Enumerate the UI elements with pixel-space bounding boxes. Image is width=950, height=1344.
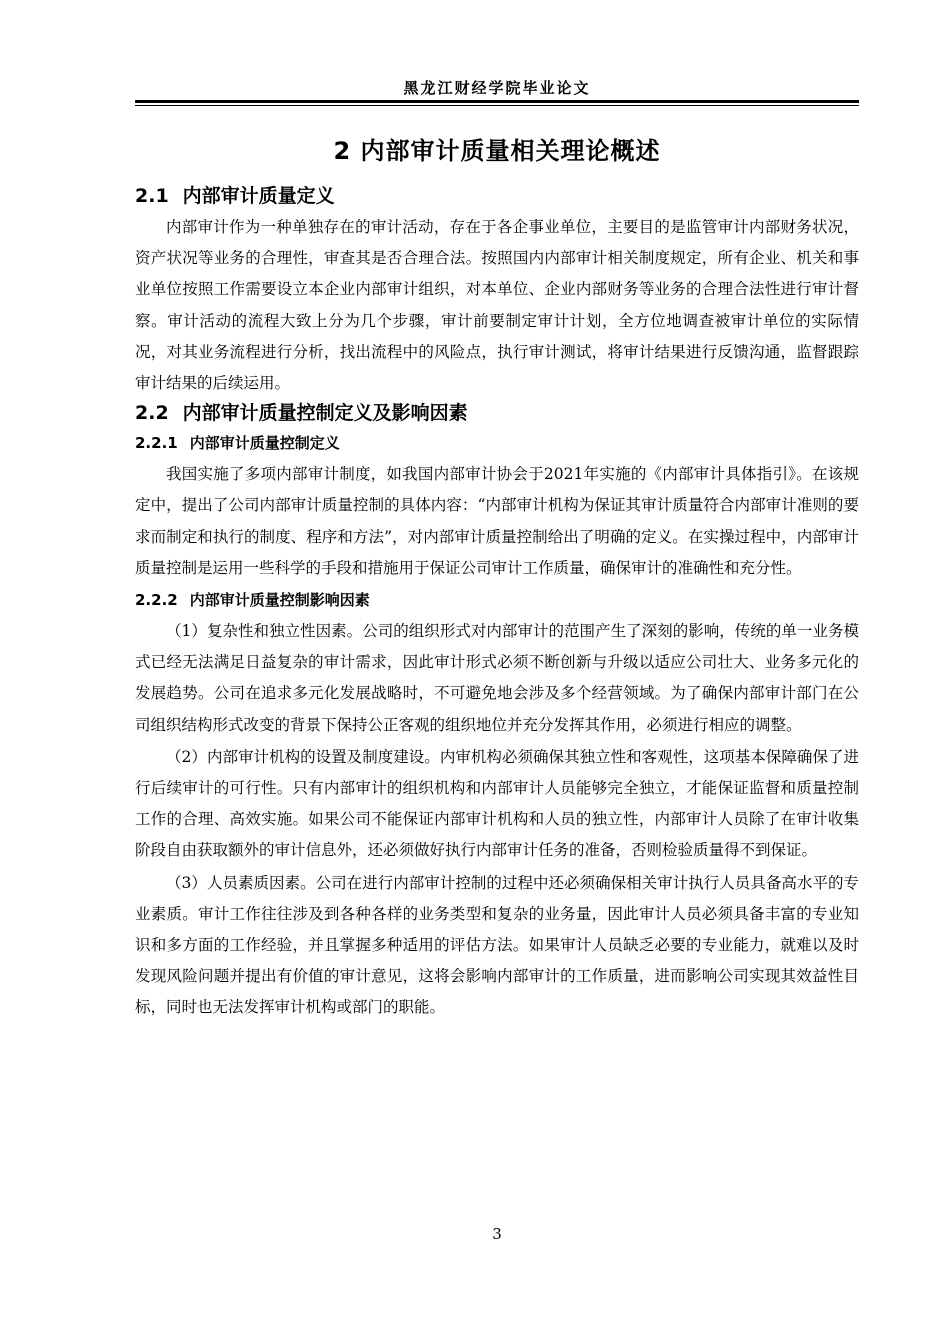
- paragraph: （1）复杂性和独立性因素。公司的组织形式对内部审计的范围产生了深刻的影响，传统的单一业务模式已经无法满足日益复杂的审计需求，因此审计形式必须不断创新与升级以适应公司壮大、业务多元化的发展趋势。公司在追求多元化发展战略时，不可避免地会涉及多个经营领域。为了确保内部审计部门在公司组织结构形式改变的背景下保持公正客观的组织地位并充分发挥其作用，必须进行相应的调整。: [135, 622, 859, 734]
- paragraph: 我国实施了多项内部审计制度，如我国内部审计协会于2021年实施的《内部审计具体指引》。在该规定中，提出了公司内部审计质量控制的具体内容：“内部审计机构为保证其审计质量符合内部审计准则的要求而制定和执行的制度、程序和方法”，对内部审计质量控制给出了明确的定义。在实操过程中，内部审计质量控制是运用一些科学的手段和措施用于保证公司审计工作质量，确保审计的准确性和充分性。: [135, 465, 859, 577]
- subsection-number: 2.2.2: [135, 591, 178, 610]
- chapter-number: 2: [333, 137, 352, 165]
- chapter-title-text: 内部审计质量相关理论概述: [360, 137, 661, 165]
- header-rule-thin: [135, 105, 859, 106]
- section-number: 2.1: [135, 185, 169, 207]
- subsection-2-2-2-heading: [135, 588, 859, 612]
- section-title: 内部审计质量定义: [182, 185, 335, 207]
- subsection-2-2-1-heading: [135, 431, 859, 455]
- section-title: 内部审计质量控制定义及影响因素: [182, 402, 468, 425]
- subsection-title: 内部审计质量控制影响因素: [189, 591, 370, 610]
- running-header: 黑龙江财经学院毕业论文: [403, 79, 591, 97]
- main-content: [135, 134, 859, 1024]
- paragraph: （2）内部审计机构的设置及制度建设。内审机构必须确保其独立性和客观性，这项基本保障确保了进行后续审计的可行性。只有内部审计的组织机构和内部审计人员能够完全独立，才能保证监督和质量控制工作的合理、高效实施。如果公司不能保证内部审计机构和人员的独立性，内部审计人员除了在审计收集阶段自由获取额外的审计信息外，还必须做好执行内部审计任务的准备，否则检验质量得不到保证。: [135, 747, 859, 860]
- chapter-title: [135, 134, 859, 168]
- header-rule-thick: [135, 100, 859, 103]
- paragraph: 内部审计作为一种单独存在的审计活动，存在于各企事业单位，主要目的是监管审计内部财务状况，资产状况等业务的合理性，审查其是否合理合法。按照国内内部审计相关制度规定，所有企业、机关和事业单位按照工作需要设立本企业内部审计组织，对本单位、企业内部财务等业务的合理合法性进行审计督察。审计活动的流程大致上分为几个步骤，审计前要制定审计计划，全方位地调查被审计单位的实际情况，对其业务流程进行分析，找出流程中的风险点，执行审计测试，将审计结果进行反馈沟通，监督跟踪审计结果的后续运用。: [135, 218, 859, 393]
- section-number: 2.2: [135, 402, 169, 425]
- section-2-2-heading: [135, 399, 859, 427]
- page-number: 3: [492, 1225, 502, 1243]
- paragraph: （3）人员素质因素。公司在进行内部审计控制的过程中还必须确保相关审计执行人员具备高水平的专业素质。审计工作往往涉及到各种各样的业务类型和复杂的业务量，因此审计人员必须具备丰富的专业知识和多方面的工作经验，并且掌握多种适用的评估方法。如果审计人员缺乏必要的专业能力，就难以及时发现风险问题并提出有价值的审计意见，这将会影响内部审计的工作质量，进而影响公司实现其效益性目标，同时也无法发挥审计机构或部门的职能。: [135, 873, 859, 1017]
- subsection-number: 2.2.1: [135, 434, 178, 453]
- section-2-1-heading: [135, 182, 859, 210]
- subsection-title: 内部审计质量控制定义: [189, 434, 340, 453]
